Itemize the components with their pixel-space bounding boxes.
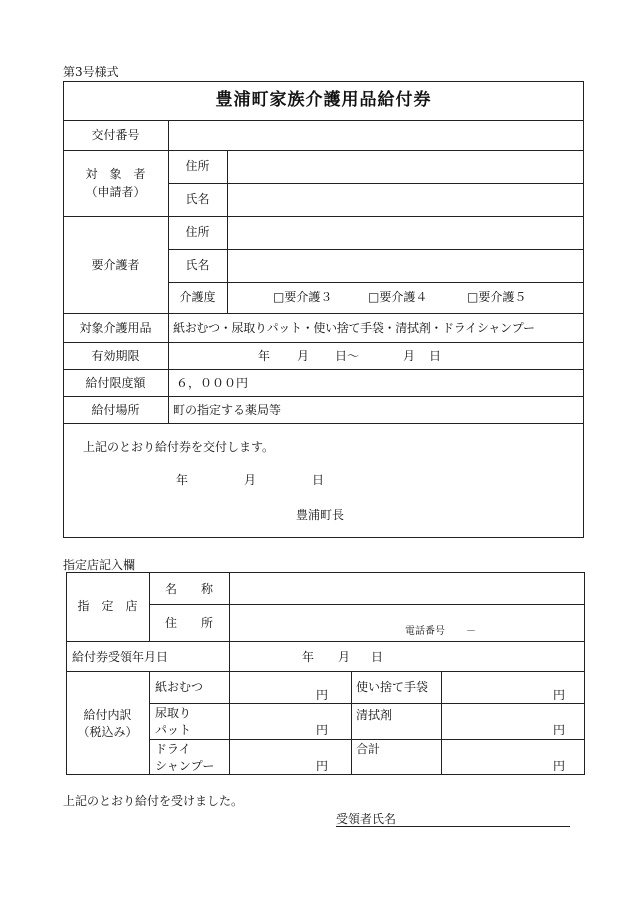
yen-unit: 円 [553, 688, 566, 702]
yen-unit: 円 [316, 723, 329, 737]
diapers-amount-field[interactable] [231, 673, 349, 701]
care-level-5-checkbox[interactable]: □要介護５ [467, 290, 527, 304]
care-recipient-address-label: 住所 [185, 225, 210, 239]
issue-date-month: 月 [244, 473, 257, 487]
limit-amount-label: 給付限度額 [85, 376, 146, 390]
applicant-name-field[interactable] [229, 185, 582, 214]
validity-day-from: 日～ [335, 349, 360, 363]
care-recipient-label: 要介護者 [91, 258, 140, 272]
shop-section-heading: 指定店記入欄 [63, 558, 136, 572]
validity-year: 年 [258, 349, 271, 363]
issue-number-field[interactable] [170, 122, 582, 148]
breakdown-label: 給付内訳 [83, 708, 132, 722]
item-total-label: 合計 [356, 742, 381, 756]
received-date-year: 年 [302, 650, 315, 664]
item-diapers-label: 紙おむつ [155, 680, 204, 694]
item-gloves-label: 使い捨て手袋 [356, 680, 429, 694]
issue-date-day: 日 [312, 473, 325, 487]
item-shampoo-label-1: ドライ [155, 742, 191, 756]
issue-statement: 上記のとおり給付券を交付します。 [83, 440, 275, 454]
shop-label: 指 定 店 [77, 599, 138, 613]
care-recipient-address-field[interactable] [229, 218, 582, 247]
pads-amount-field[interactable] [231, 705, 349, 737]
issuer: 豊浦町長 [296, 508, 345, 522]
gloves-amount-field[interactable] [443, 673, 583, 701]
item-pads-label-1: 尿取り [155, 706, 192, 720]
receipt-statement: 上記のとおり給付を受けました。 [63, 794, 244, 808]
applicant-name-label: 氏名 [185, 192, 210, 206]
yen-unit: 円 [553, 723, 566, 737]
care-level-3-checkbox[interactable]: □要介護３ [273, 290, 333, 304]
recipient-name-line[interactable] [336, 826, 570, 827]
validity-month-to: 月 [403, 349, 416, 363]
place-label: 給付場所 [91, 403, 140, 417]
shop-name-field[interactable] [231, 574, 583, 602]
yen-unit: 円 [553, 759, 566, 773]
applicant-sublabel: （申請者） [85, 185, 146, 199]
item-shampoo-label-2: シャンプー [155, 759, 215, 773]
breakdown-sublabel: （税込み） [77, 725, 138, 739]
eligible-items-value: 紙おむつ・尿取りパット・使い捨て手袋・清拭剤・ドライシャンプー [173, 321, 535, 335]
applicant-address-field[interactable] [229, 152, 582, 181]
place-value: 町の指定する薬局等 [173, 403, 282, 417]
item-wipes-label: 清拭剤 [356, 708, 393, 722]
recipient-name-label: 受領者氏名 [336, 812, 397, 826]
care-recipient-name-label: 氏名 [185, 258, 210, 272]
received-date-month: 月 [338, 650, 351, 664]
total-amount-field[interactable] [443, 741, 583, 773]
received-date-label: 給付券受領年月日 [72, 650, 169, 664]
limit-amount-value: ６，０００円 [176, 376, 249, 390]
applicant-address-label: 住所 [185, 159, 210, 173]
received-date-day: 日 [371, 650, 384, 664]
page-title: 豊浦町家族介護用品給付券 [215, 90, 432, 110]
issue-number-label: 交付番号 [91, 128, 140, 142]
care-level-4-checkbox[interactable]: □要介護４ [368, 290, 428, 304]
item-pads-label-2: パット [155, 723, 192, 737]
shampoo-amount-field[interactable] [231, 741, 349, 773]
shop-name-label: 名 称 [164, 582, 213, 596]
yen-unit: 円 [316, 759, 329, 773]
validity-day-to: 日 [429, 349, 442, 363]
yen-unit: 円 [316, 688, 329, 702]
issue-date-year: 年 [176, 473, 189, 487]
phone-dash: － [466, 626, 476, 637]
applicant-label: 対 象 者 [85, 167, 146, 181]
form-number: 第3号様式 [63, 65, 119, 79]
eligible-items-label: 対象介護用品 [79, 321, 152, 335]
care-level-label: 介護度 [179, 290, 216, 304]
phone-label: 電話番号 [405, 626, 445, 637]
shop-address-label: 住 所 [164, 616, 213, 630]
wipes-amount-field[interactable] [443, 705, 583, 737]
care-recipient-name-field[interactable] [229, 251, 582, 280]
validity-month: 月 [297, 349, 310, 363]
validity-label: 有効期限 [91, 349, 140, 363]
